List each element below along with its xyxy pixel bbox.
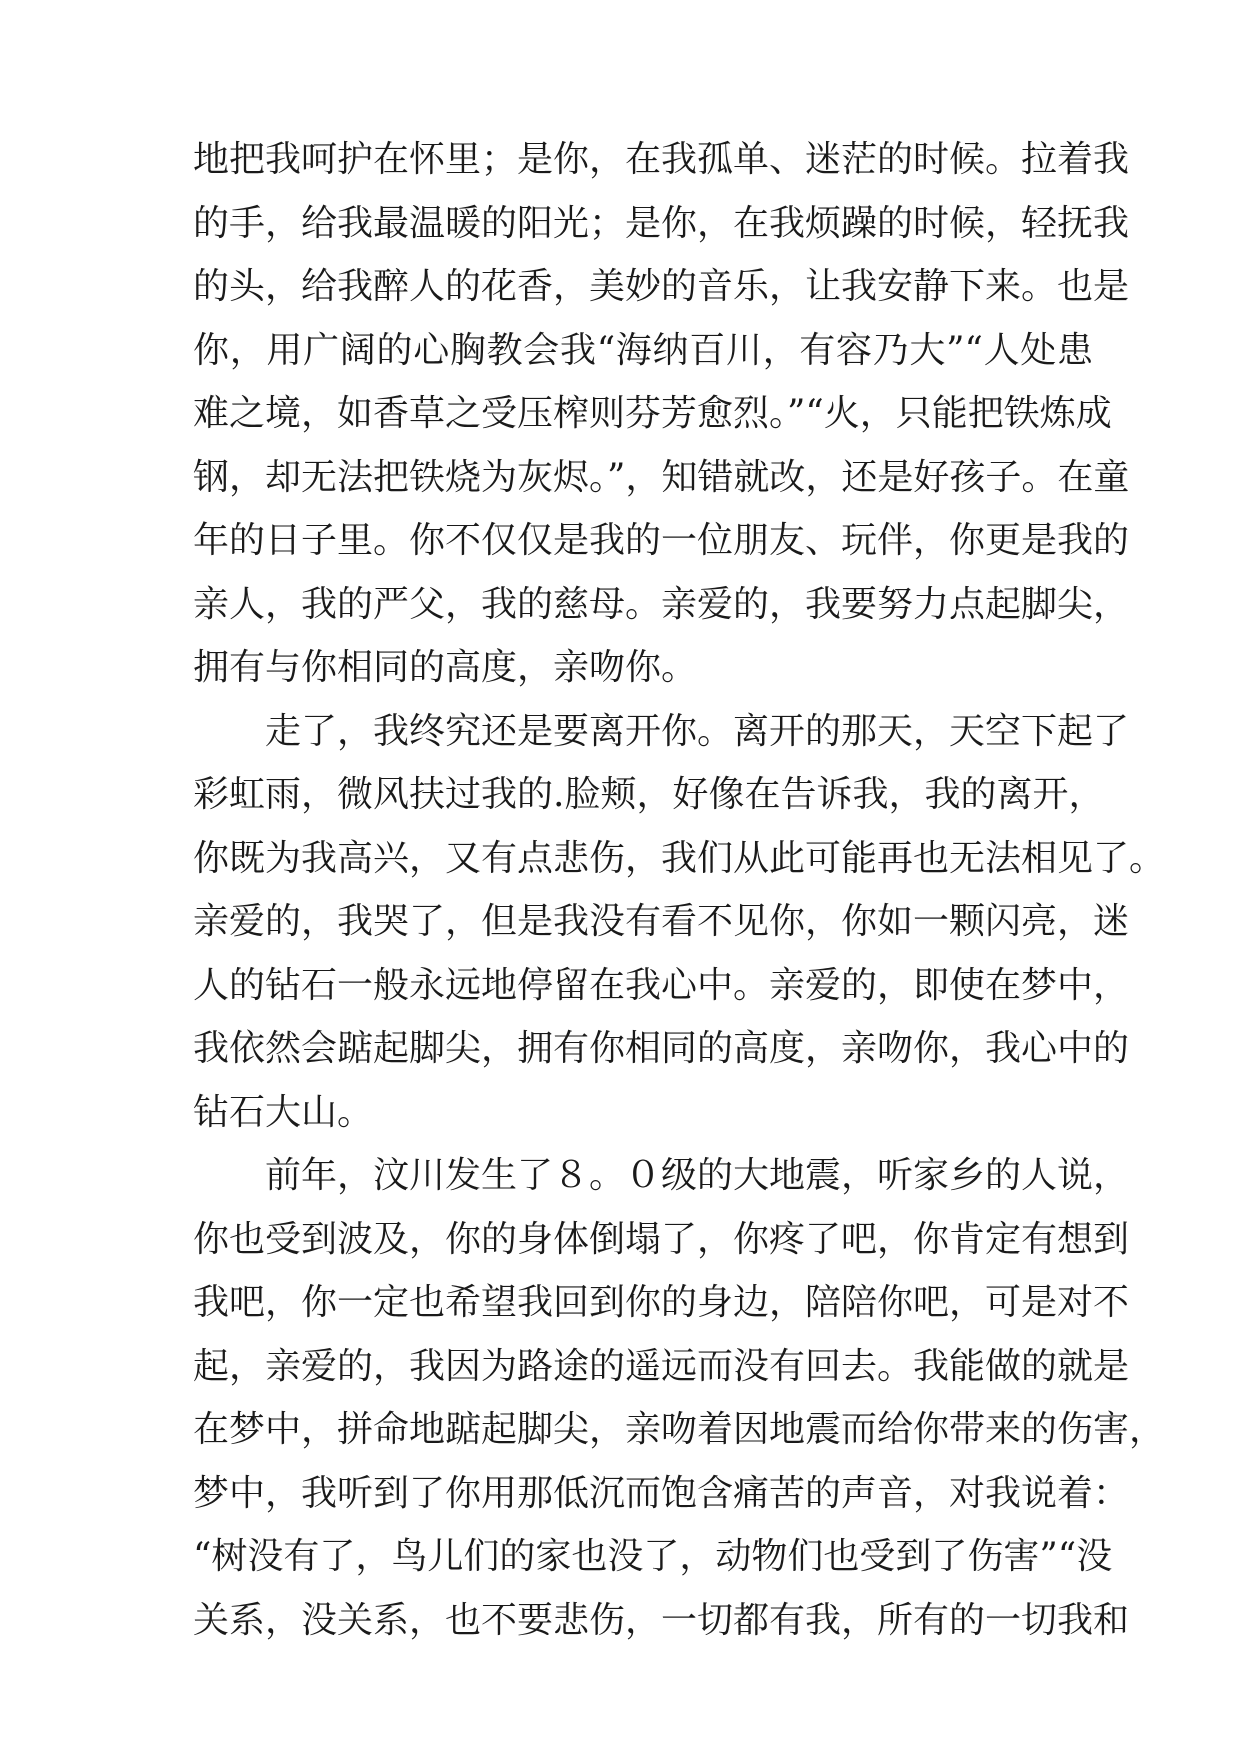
text-line: 亲爱的，我哭了，但是我没有看不见你，你如一颗闪亮，迷 (193, 901, 1130, 942)
text-line: 你也受到波及，你的身体倒塌了，你疼了吧，你肯定有想到 (193, 1218, 1130, 1260)
text-line: 年的日子里。你不仅仅是我的一位朋友、玩伴，你更是我的 (193, 520, 1130, 561)
body-text (193, 128, 1166, 1652)
text-line: 钢，却无法把铁烧为灰烬。”，知错就改，还是好孩子。在童 (193, 456, 1130, 498)
text-line: 走了，我终究还是要离开你。离开的那天，天空下起了 (265, 710, 1130, 752)
text-line: 我吧，你一定也希望我回到你的身边，陪陪你吧，可是对不 (193, 1282, 1130, 1323)
text-line: 难之境，如香草之受压榨则芬芳愈烈。”“火，只能把铁炼成 (193, 393, 1112, 434)
text-line: 地把我呵护在怀里；是你，在我孤单、迷茫的时候。拉着我 (193, 139, 1130, 180)
text-line: 钻石大山。 (193, 1091, 374, 1133)
text-line: 的手，给我最温暖的阳光；是你，在我烦躁的时候，轻抚我 (193, 202, 1130, 244)
text-line: 人的钻石一般永远地停留在我心中。亲爱的，即使在梦中， (193, 964, 1130, 1006)
text-line: 我依然会踮起脚尖，拥有你相同的高度，亲吻你，我心中的 (193, 1028, 1130, 1069)
text-line: 彩虹雨，微风扶过我的.脸颊，好像在告诉我，我的离开， (193, 774, 1105, 815)
text-line: 起，亲爱的，我因为路途的遥远而没有回去。我能做的就是 (193, 1345, 1130, 1387)
text-line: 关系，没关系，也不要悲伤，一切都有我，所有的一切我和 (193, 1599, 1130, 1641)
text-line: 拥有与你相同的高度，亲吻你。 (193, 647, 698, 688)
text-line: 在梦中，拼命地踮起脚尖，亲吻着因地震而给你带来的伤害， (193, 1409, 1166, 1450)
text-line: 梦中，我听到了你用那低沉而饱含痛苦的声音，对我说着： (193, 1472, 1130, 1514)
text-line: 亲人，我的严父，我的慈母。亲爱的，我要努力点起脚尖， (193, 583, 1130, 625)
text-line: 你既为我高兴，又有点悲伤，我们从此可能再也无法相见了。 (193, 837, 1166, 879)
text-line: 你，用广阔的心胸教会我“海纳百川，有容乃大”“人处患 (193, 329, 1093, 371)
text-line: 前年，汶川发生了８。０级的大地震，听家乡的人说， (265, 1155, 1130, 1196)
text-line: 的头，给我醉人的花香，美妙的音乐，让我安静下来。也是 (193, 266, 1130, 307)
text-line: “树没有了，鸟儿们的家也没了，动物们也受到了伤害”“没 (193, 1536, 1113, 1577)
